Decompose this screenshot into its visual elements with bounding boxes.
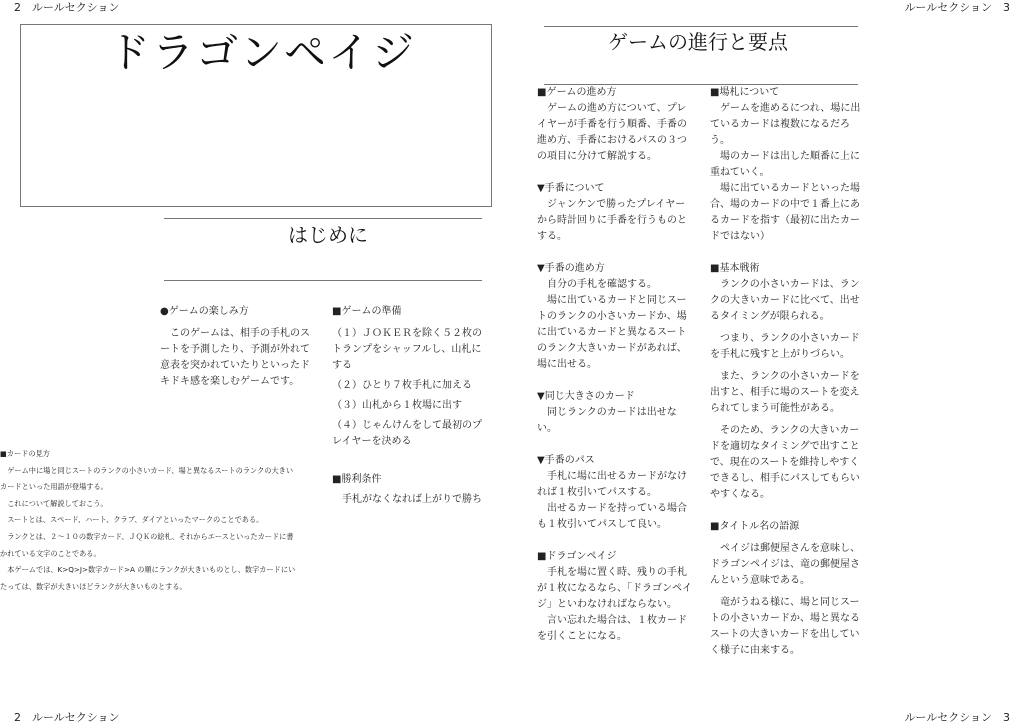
progress-heading: ゲームの進行と要点 — [608, 30, 788, 54]
card-guide-section — [0, 446, 300, 595]
card-guide-p5: 本ゲームでは、K>Q>J>数字カード>A の順にランクが大きいものとし、数字カードにいたっては、数字が大きいほどランクが大きいものとする。 — [0, 565, 296, 591]
enjoy-text: このゲームは、相手の手札のスートを予測したり、予測が外れて意表を突かれていたりといったドキドキ感を楽しむゲームです。 — [160, 328, 310, 387]
field-cards-text-3: 場に出ているカードといった場合、場のカードの中で１番上にあるカードを指す（最初に出たカードではない） — [710, 183, 860, 242]
pass-text-2: 出せるカードを持っている場合も１枚引いてパスして良い。 — [537, 503, 687, 530]
page-header-left: 2 ルールセクション — [14, 1, 120, 14]
how-to-play-heading: ■ゲームの進め方 — [537, 87, 617, 98]
pass-heading: ▼手番のパス — [537, 455, 595, 466]
same-rank-heading: ▼同じ大きさのカード — [537, 391, 635, 402]
win-text: 手札がなくなれば上がりで勝ち — [342, 494, 482, 505]
page-footer-left: 2 ルールセクション — [14, 711, 120, 724]
strategy-text-1: ランクの小さいカードは、ランクの大きいカードに比べて、出せるタイミングが限られる。 — [710, 279, 860, 322]
page-footer-right: ルールセクション 3 — [904, 711, 1010, 724]
field-cards-text-1: ゲームを進めるにつれ、場に出ているカードは複数になるだろう。 — [710, 103, 861, 146]
setup-step-3: （３）山札から１枚場に出す — [332, 400, 462, 411]
strategy-text-3: また、ランクの小さいカードを出すと、相手に場のスートを変えられてしまう可能性がある。 — [710, 371, 860, 414]
setup-step-4: （４）じゃんけんをして最初のプレイヤーを決める — [332, 420, 482, 447]
game-title: ドラゴンペイジ — [108, 28, 417, 77]
enjoy-heading: ●ゲームの楽しみ方 — [160, 306, 249, 317]
turn-steps-text-2: 場に出ているカードと同じスートのランクの小さいカードか、場に出ているカードと異なるスートのランク大きいカードがあれば、場に出せる。 — [537, 295, 687, 370]
card-guide-p1: ゲーム中に場と同じスートのランクの小さいカード、場と異なるスートのランクの大きいカードといった用語が登場する。 — [0, 465, 294, 492]
enjoy-section — [160, 304, 316, 390]
strategy-heading: ■基本戦術 — [710, 263, 760, 274]
win-heading: ■勝利条件 — [332, 474, 382, 485]
turn-order-text: ジャンケンで勝ったプレイヤーから時計回りに手番を行うものとする。 — [537, 199, 687, 242]
card-guide-p2: これについて解説しておこう。 — [7, 498, 108, 508]
setup-section — [332, 304, 488, 508]
field-cards-heading: ■場札について — [710, 87, 780, 98]
how-to-play-text: ゲームの進め方について、プレイヤーが手番を行う順番、手番の進め方、手番におけるパスの３つの項目に分けて解説する。 — [537, 103, 687, 162]
pass-text-1: 手札に場に出せるカードがなければ１枚引いてパスする。 — [537, 471, 687, 498]
card-guide-p3: スートとは、スペード、ハート、クラブ、ダイアといったマークのことである。 — [7, 515, 264, 525]
title-origin-heading: ■タイトル名の語源 — [710, 521, 800, 532]
turn-steps-heading: ▼手番の進め方 — [537, 263, 605, 274]
progress-column — [537, 85, 694, 645]
turn-steps-text-1: 自分の手札を確認する。 — [547, 279, 657, 290]
heading-rule-bottom — [164, 280, 482, 281]
tips-column — [710, 85, 867, 659]
title-origin-text-2: 竜がうねる様に、場と同じスートの小さいカードか、場と異なるスートの大きいカードを出していく様子に由来する。 — [710, 597, 860, 656]
right-heading-rule-top — [544, 26, 858, 27]
intro-heading: はじめに — [288, 223, 368, 247]
card-guide-heading: ■カードの見方 — [0, 449, 50, 458]
setup-step-1: （１）ＪＯＫＥＲを除く５２枚のトランプをシャッフルし、山札にする — [332, 328, 482, 371]
dragon-page-text-1: 手札を場に置く時、残りの手札が１枚になるなら、「ドラゴンペイジ」といわなければならない。 — [537, 567, 692, 610]
same-rank-text: 同じランクのカードは出せない。 — [537, 407, 677, 434]
strategy-text-2: つまり、ランクの小さいカードを手札に残すと上がりづらい。 — [710, 333, 860, 360]
page-header-right: ルールセクション 3 — [904, 1, 1010, 14]
dragon-page-text-2: 言い忘れた場合は、１枚カードを引くことになる。 — [537, 615, 687, 642]
card-guide-p4: ランクとは、２～１０の数字カード、ＪＱＫの絵札、それからエースといったカードに書かれている文字のことである。 — [0, 531, 294, 558]
turn-order-heading: ▼手番について — [537, 183, 605, 194]
strategy-text-4: そのため、ランクの大きいカードを適切なタイミングで出すことで、現在のスートを維持しやすくできるし、相手にパスしてもらいやすくなる。 — [710, 425, 860, 500]
field-cards-text-2: 場のカードは出した順番に上に重ねていく。 — [710, 151, 860, 178]
title-origin-text-1: ペイジは郵便屋さんを意味し、ドラゴンペイジは、竜の郵便屋さんという意味である。 — [710, 543, 860, 586]
setup-heading: ■ゲームの準備 — [332, 306, 402, 317]
dragon-page-heading: ■ドラゴンペイジ — [537, 551, 617, 562]
setup-step-2: （２）ひとり７枚手札に加える — [332, 380, 472, 391]
heading-rule-top — [164, 218, 482, 219]
